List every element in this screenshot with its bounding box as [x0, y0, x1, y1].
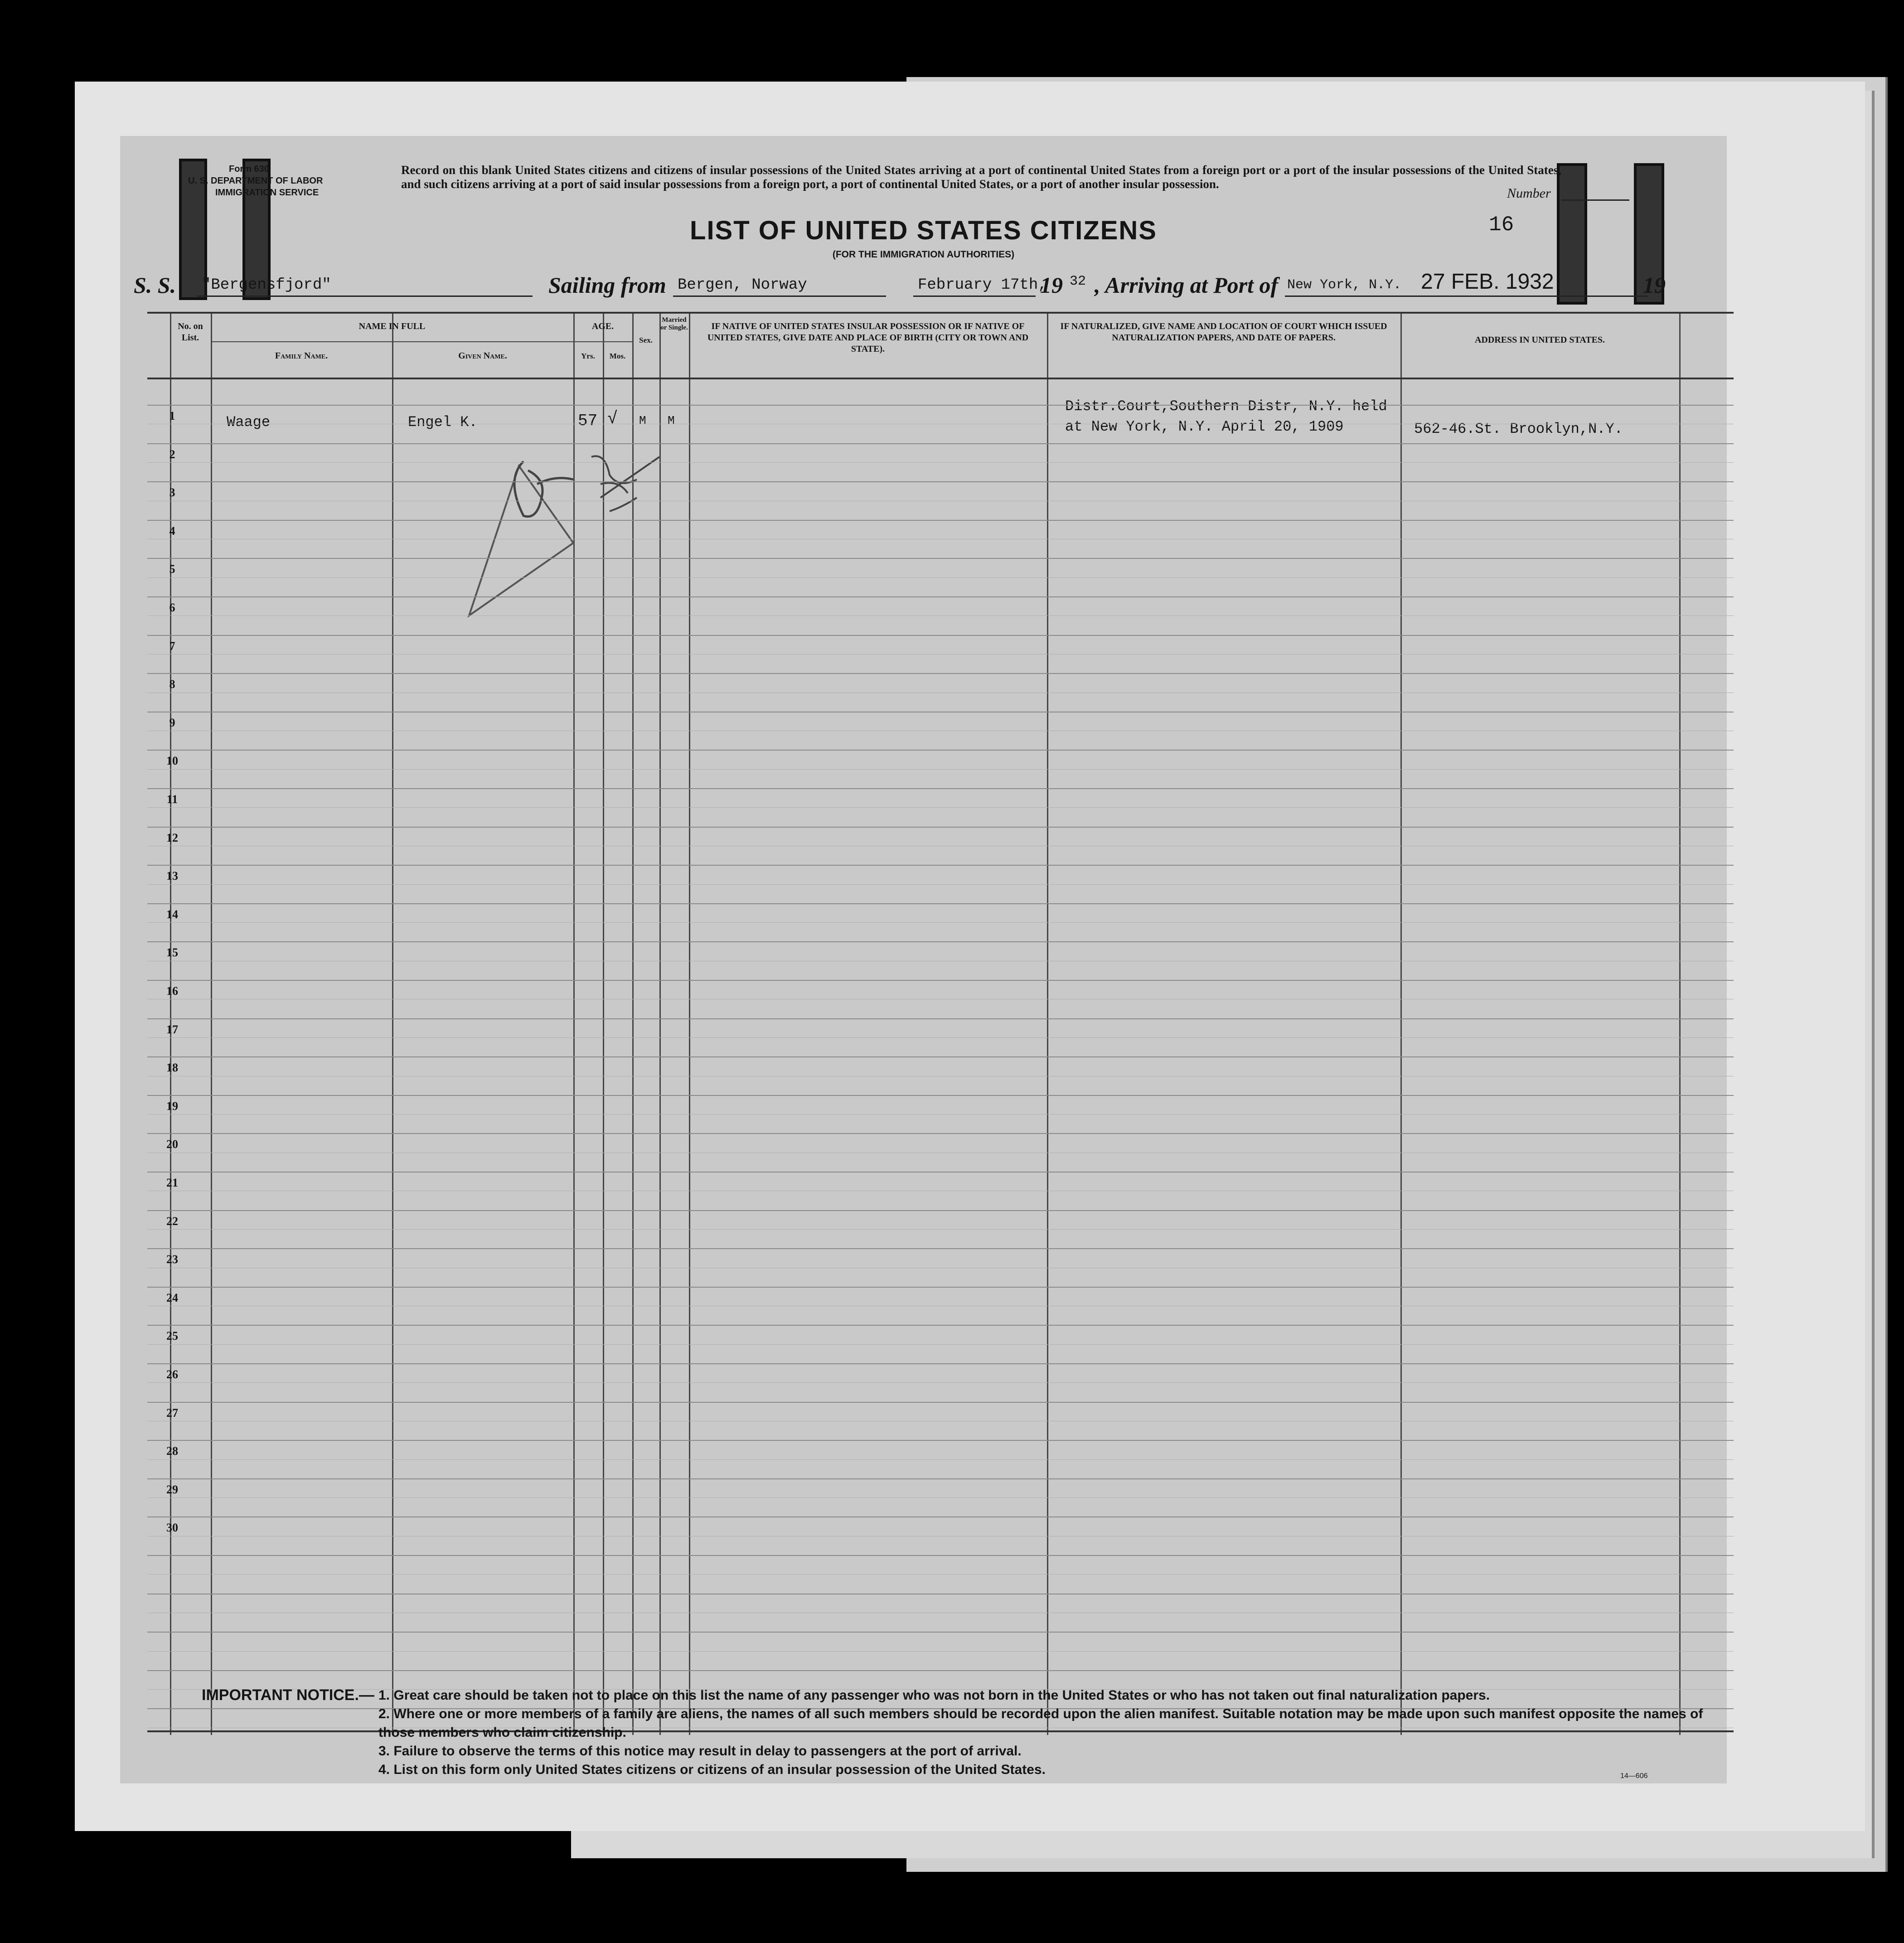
- header-family-name: Family Name.: [275, 351, 328, 361]
- row-number: 11: [166, 793, 178, 806]
- row-half-rule: [147, 615, 1734, 616]
- row-number: 9: [169, 716, 175, 729]
- notice-item-4: 4. List on this form only United States citizens or citizens of an insular possession of the United States.: [378, 1762, 1046, 1777]
- row-number: 10: [166, 754, 178, 768]
- header-native: IF NATIVE OF UNITED STATES INSULAR POSSESSION OR IF NATIVE OF UNITED STATES, GIVE DATE AND PLACE OF BIRTH (CITY OR TOWN AND STATE).: [707, 321, 1029, 354]
- row-number: 29: [166, 1483, 178, 1496]
- row-half-rule: [147, 1344, 1734, 1345]
- row-rule: [147, 827, 1734, 828]
- row-rule: [147, 1056, 1734, 1057]
- header-naturalized: IF NATURALIZED, GIVE NAME AND LOCATION OF COURT WHICH ISSUED NATURALIZATION PAPERS, AND DATE OF PAPERS.: [1060, 321, 1387, 343]
- age-subheader-rule: [573, 341, 632, 342]
- year-prefix: 19: [1040, 272, 1063, 298]
- row-rule: [147, 1555, 1734, 1556]
- row-rule: [147, 1210, 1734, 1211]
- arrival-date-stamp: 27 FEB. 1932: [1421, 270, 1554, 294]
- header-given-name: Given Name.: [458, 351, 507, 361]
- departure-port: Bergen, Norway: [678, 276, 807, 294]
- row-rule: [147, 405, 1734, 406]
- row-number: 28: [166, 1444, 178, 1458]
- row-1-court-line-2: at New York, N.Y. April 20, 1909: [1065, 418, 1344, 435]
- row-1-given-name: Engel K.: [408, 414, 478, 431]
- row-number: 2: [169, 447, 175, 461]
- form-title: LIST OF UNITED STATES CITIZENS: [690, 216, 1157, 245]
- header-married-single: Married or Single.: [660, 316, 688, 331]
- sailing-date: February 17th,: [918, 276, 1047, 294]
- row-number: 4: [169, 524, 175, 538]
- row-number: 1: [169, 409, 175, 422]
- header-top-rule: [147, 312, 1734, 314]
- row-half-rule: [147, 1459, 1734, 1460]
- row-half-rule: [147, 1382, 1734, 1383]
- passenger-table: [147, 312, 1734, 1735]
- row-rule: [147, 1402, 1734, 1403]
- row-rule: [147, 1287, 1734, 1288]
- column-divider: [1400, 312, 1402, 1735]
- row-number: 20: [166, 1138, 178, 1151]
- row-rule: [147, 1363, 1734, 1364]
- row-rule: [147, 1133, 1734, 1134]
- number-value: 16: [1489, 213, 1514, 237]
- row-rule: [147, 1670, 1734, 1671]
- row-number: 16: [166, 984, 178, 998]
- name-subheader-rule: [211, 341, 573, 342]
- handwritten-annotation: [465, 430, 691, 620]
- row-number: 24: [166, 1291, 178, 1304]
- row-1-family-name: Waage: [227, 414, 271, 431]
- row-rule: [147, 865, 1734, 866]
- row-1-court-line-1: Distr.Court,Southern Distr, N.Y. held: [1065, 398, 1387, 415]
- ship-underline: [197, 296, 533, 297]
- row-rule: [147, 1248, 1734, 1249]
- form-code: 14—606: [1620, 1772, 1648, 1780]
- row-number: 19: [166, 1099, 178, 1113]
- header-no-on-list: No. on List.: [178, 321, 203, 343]
- row-rule: [147, 596, 1734, 597]
- row-number: 14: [166, 907, 178, 921]
- row-half-rule: [147, 577, 1734, 578]
- row-number: 6: [169, 601, 175, 614]
- row-rule: [147, 980, 1734, 981]
- row-half-rule: [147, 1651, 1734, 1652]
- row-number: 18: [166, 1061, 178, 1075]
- row-rule: [147, 1325, 1734, 1326]
- row-half-rule: [147, 1574, 1734, 1575]
- column-divider: [211, 312, 212, 1735]
- row-number: 26: [166, 1368, 178, 1381]
- port-underline: [1285, 296, 1647, 297]
- row-half-rule: [147, 1497, 1734, 1498]
- column-divider: [1047, 312, 1048, 1735]
- row-rule: [147, 481, 1734, 482]
- row-rule: [147, 635, 1734, 636]
- row-number: 21: [166, 1176, 178, 1189]
- row-1-months: √: [607, 409, 618, 429]
- row-rule: [147, 520, 1734, 521]
- row-half-rule: [147, 462, 1734, 463]
- header-mos: Mos.: [609, 352, 626, 360]
- row-half-rule: [147, 922, 1734, 923]
- form-subtitle: (FOR THE IMMIGRATION AUTHORITIES): [832, 249, 1015, 260]
- row-number: 12: [166, 831, 178, 844]
- row-rule: [147, 1478, 1734, 1479]
- notice-item-3: 3. Failure to observe the terms of this notice may result in delay to passengers at the port of arrival.: [378, 1744, 1022, 1759]
- year-trailing: 19: [1643, 272, 1666, 298]
- ship-name: "Bergensfjord": [202, 276, 331, 294]
- header-bottom-rule: [147, 378, 1734, 379]
- row-number: 3: [169, 486, 175, 499]
- voyage-line: [134, 272, 1720, 299]
- departure-underline: [673, 296, 886, 297]
- row-rule: [147, 1018, 1734, 1019]
- number-underline: [1561, 199, 1629, 201]
- arriving-label: , Arriving at Port of: [1095, 272, 1279, 298]
- header-age: AGE.: [591, 321, 614, 331]
- row-number: 5: [169, 562, 175, 576]
- row-rule: [147, 1095, 1734, 1096]
- row-rule: [147, 558, 1734, 559]
- year-suffix: 32: [1070, 274, 1086, 289]
- ss-label: S. S.: [134, 272, 176, 298]
- header-address: ADDRESS IN UNITED STATES.: [1474, 335, 1605, 345]
- instructions-text: Record on this blank United States citizens and citizens of insular possessions of the United States arriving at a port of continental United States from a foreign port or a port of the insular possessions of the United States, and such citizens arriving at a port of said insular possessions from a foreign port, a port of continental United States, or a port of another insular possession.: [401, 163, 1561, 191]
- citizen-list-form: [120, 136, 1727, 1783]
- notice-item-1: 1. Great care should be taken not to place on this list the name of any passenger who was not born in the United States or who has not taken out final naturalization papers.: [378, 1688, 1490, 1703]
- row-rule: [147, 1172, 1734, 1173]
- row-half-rule: [147, 769, 1734, 770]
- date-underline: [913, 296, 1036, 297]
- row-number: 8: [169, 678, 175, 691]
- number-label: Number: [1507, 186, 1551, 201]
- row-rule: [147, 903, 1734, 904]
- form-identifier: Form 630 U. S. DEPARTMENT OF LABOR IMMIGRATION SERVICE: [188, 164, 323, 198]
- notice-item-2: 2. Where one or more members of a family are aliens, the names of all such members should be recorded upon the alien manifest. Suitable notation may be made upon such manifest opposite the names of those members who claim citizenship.: [378, 1706, 1703, 1740]
- column-divider: [1679, 312, 1681, 1735]
- row-1-address: 562-46.St. Brooklyn,N.Y.: [1414, 421, 1623, 437]
- row-half-rule: [147, 1037, 1734, 1038]
- header-name-in-full: NAME IN FULL: [359, 321, 426, 331]
- row-rule: [147, 1632, 1734, 1633]
- row-rule: [147, 788, 1734, 789]
- notice-lead: IMPORTANT NOTICE.—: [202, 1686, 374, 1704]
- row-rule: [147, 443, 1734, 444]
- row-number: 22: [166, 1214, 178, 1228]
- row-half-rule: [147, 1229, 1734, 1230]
- row-rule: [147, 1440, 1734, 1441]
- row-number: 25: [166, 1329, 178, 1343]
- row-rule: [147, 673, 1734, 674]
- row-number: 27: [166, 1406, 178, 1420]
- sailing-label: Sailing from: [548, 272, 666, 298]
- row-number: 30: [166, 1521, 178, 1535]
- row-rule: [147, 941, 1734, 942]
- header-yrs: Yrs.: [581, 352, 595, 360]
- row-number: 13: [166, 869, 178, 883]
- header-sex: Sex.: [639, 336, 653, 344]
- row-1-married: M: [668, 414, 675, 427]
- row-number: 17: [166, 1022, 178, 1036]
- column-divider: [392, 312, 393, 1735]
- row-1-years: 57: [578, 412, 598, 430]
- row-1-sex: M: [639, 414, 646, 427]
- row-half-rule: [147, 807, 1734, 808]
- row-number: 23: [166, 1253, 178, 1266]
- row-number: 15: [166, 946, 178, 959]
- row-rule: [147, 750, 1734, 751]
- row-half-rule: [147, 884, 1734, 885]
- row-number: 7: [169, 639, 175, 653]
- arrival-port: New York, N.Y.: [1287, 277, 1402, 293]
